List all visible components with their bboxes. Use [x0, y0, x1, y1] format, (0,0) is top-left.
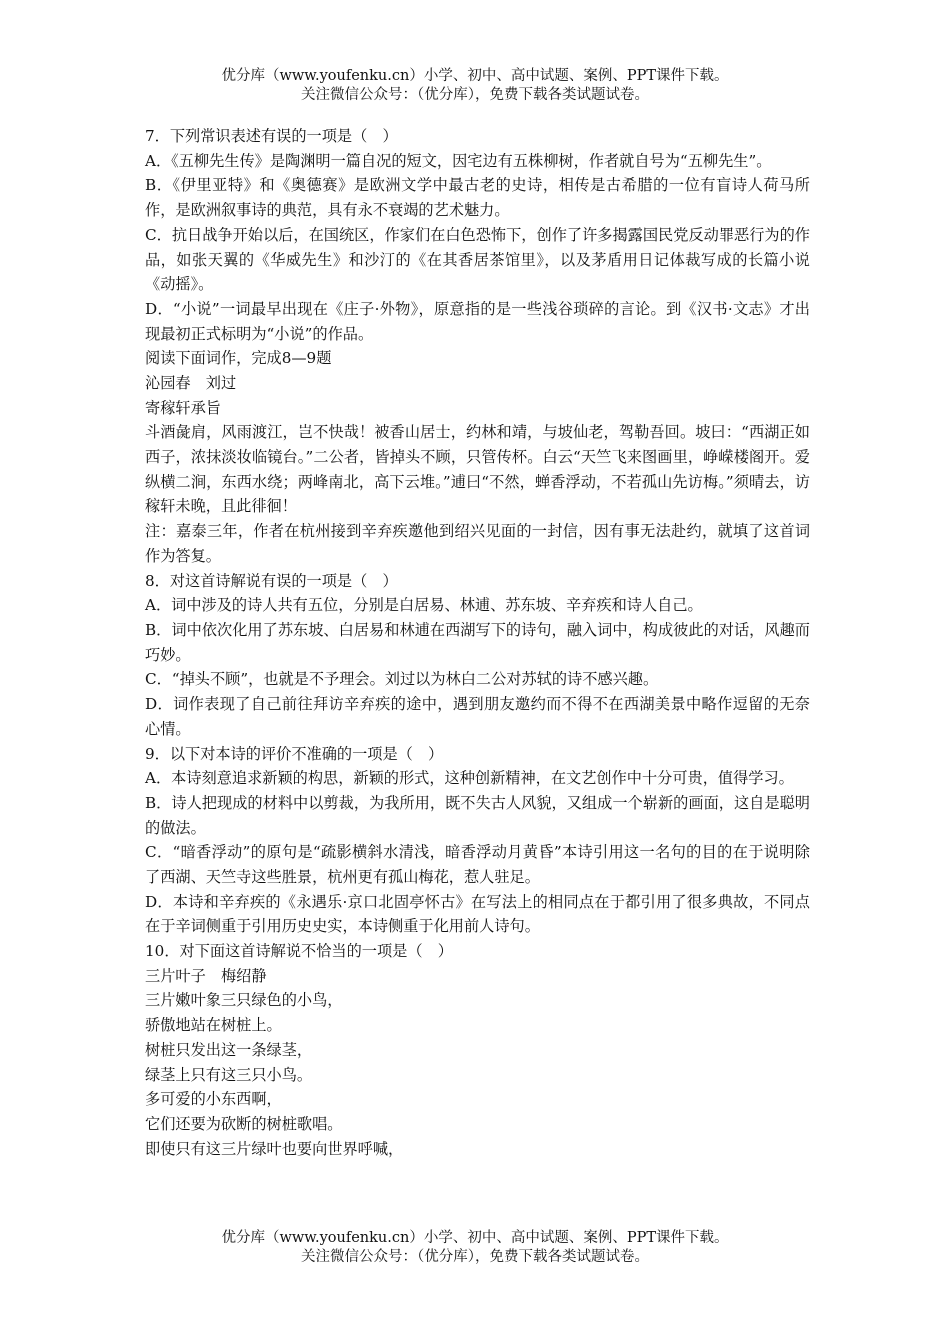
- poem-1-subtitle: 寄稼轩承旨: [145, 398, 221, 417]
- question-7-option-b: B．《伊里亚特》和《奥德赛》是欧洲文学中最古老的史诗，相传是古希腊的一位有盲诗人荷马所作，是欧洲叙事诗的典范，具有永不衰竭的艺术魅力。: [145, 176, 810, 220]
- question-7-stem: 7．下列常识表述有误的一项是（ ）: [145, 127, 398, 145]
- header-line-1: 优分库（www.youfenku.cn）小学、初中、高中试题、案例、PPT课件下载。: [221, 68, 729, 84]
- question-9-stem: 9．以下对本诗的评价不准确的一项是（ ）: [145, 744, 444, 763]
- poem-2-line: 骄傲地站在树桩上。: [145, 1016, 282, 1035]
- poem-2-line: 三片嫩叶象三只绿色的小鸟，: [145, 991, 343, 1010]
- page-header: [0, 67, 950, 105]
- footer-line-1: 优分库（www.youfenku.cn）小学、初中、高中试题、案例、PPT课件下载。: [221, 1230, 729, 1246]
- question-8-option-b: B．词中依次化用了苏东坡、白居易和林逋在西湖写下的诗句，融入词中，构成彼此的对话，风趣而巧妙。: [145, 620, 810, 664]
- header-line-2: 关注微信公众号：（优分库），免费下载各类试题试卷。: [301, 87, 649, 103]
- question-9-option-c: C．“暗香浮动”的原句是“疏影横斜水清浅，暗香浮动月黄昏”本诗引用这一名句的目的在于说明除了西湖、天竺寺这些胜景，杭州更有孤山梅花，惹人驻足。: [145, 843, 810, 886]
- document-body: [145, 124, 810, 1161]
- poem-2-line: 它们还要为砍断的树桩歌唱。: [145, 1114, 343, 1133]
- poem-2-line: 多可爱的小东西啊，: [145, 1090, 282, 1109]
- poem-2-line: 即使只有这三片绿叶也要向世界呼喊，: [145, 1139, 404, 1158]
- question-8-option-a: A．词中涉及的诗人共有五位，分别是白居易、林逋、苏东坡、辛弃疾和诗人自己。: [145, 596, 703, 615]
- question-7-option-a: A．《五柳先生传》是陶渊明一篇自况的短文，因宅边有五株柳树，作者就自号为“五柳先生”。: [145, 151, 772, 170]
- question-7-option-d: D．“小说”一词最早出现在《庄子·外物》，原意指的是一些浅谷琐碎的言论。到《汉书·文志》才出现最初正式标明为“小说”的作品。: [145, 299, 810, 343]
- poem-2-line: 绿茎上只有这三只小鸟。: [145, 1065, 313, 1084]
- question-8-option-c: C．“掉头不顾”，也就是不予理会。刘过以为林白二公对苏轼的诗不感兴趣。: [145, 670, 659, 689]
- footer-line-2: 关注微信公众号：（优分库），免费下载各类试题试卷。: [301, 1249, 649, 1265]
- question-9-option-d: D．本诗和辛弃疾的《永遇乐·京口北固亭怀古》在写法上的相同点在于都引用了很多典故，不同点在于辛词侧重于引用历史史实，本诗侧重于化用前人诗句。: [145, 892, 810, 936]
- poem-1-note: 注：嘉泰三年，作者在杭州接到辛弃疾邀他到绍兴见面的一封信，因有事无法赴约，就填了这首词作为答复。: [145, 522, 810, 565]
- poem-2-title: 三片叶子 梅绍静: [145, 966, 267, 985]
- poem-1-title: 沁园春 刘过: [145, 374, 237, 392]
- poem-1-text: 斗酒彘肩，风雨渡江，岂不快哉！被香山居士，约林和靖，与坡仙老，驾勒吾回。坡曰：“西湖正如西子，浓抹淡妆临镜台。”二公者，皆掉头不顾，只管传杯。白云“天竺飞来图画里，峥嵘楼阁开。爱纵横二涧，东西水绕；两峰南北，高下云堆。”逋曰“不然，蝉香浮动，不若孤山先访梅。”须晴去，访稼轩未晚，且此徘徊！: [145, 423, 810, 516]
- page-footer: [0, 1229, 950, 1267]
- poem-2-line: 树桩只发出这一条绿茎，: [145, 1040, 313, 1059]
- question-9-option-b: B．诗人把现成的材料中以剪裁，为我所用，既不失古人风貌，又组成一个崭新的画面，这自是聪明的做法。: [145, 793, 810, 837]
- question-8-stem: 8．对这首诗解说有误的一项是（ ）: [145, 571, 398, 590]
- question-9-option-a: A．本诗刻意追求新颖的构思，新颖的形式，这种创新精神，在文艺创作中十分可贵，值得学习。: [145, 769, 794, 788]
- question-10-stem: 10．对下面这首诗解说不恰当的一项是（ ）: [145, 942, 453, 961]
- reading-instruction: 阅读下面词作，完成8—9题: [145, 349, 332, 368]
- question-8-option-d: D．词作表现了自己前往拜访辛弃疾的途中，遇到朋友邀约而不得不在西湖美景中略作逗留的无奈心情。: [145, 695, 810, 738]
- question-7-option-c: C．抗日战争开始以后，在国统区，作家们在白色恐怖下，创作了许多揭露国民党反动罪恶行为的作品，如张天翼的《华威先生》和沙汀的《在其香居茶馆里》，以及茅盾用日记体裁写成的长篇小说《动摇》。: [145, 225, 810, 294]
